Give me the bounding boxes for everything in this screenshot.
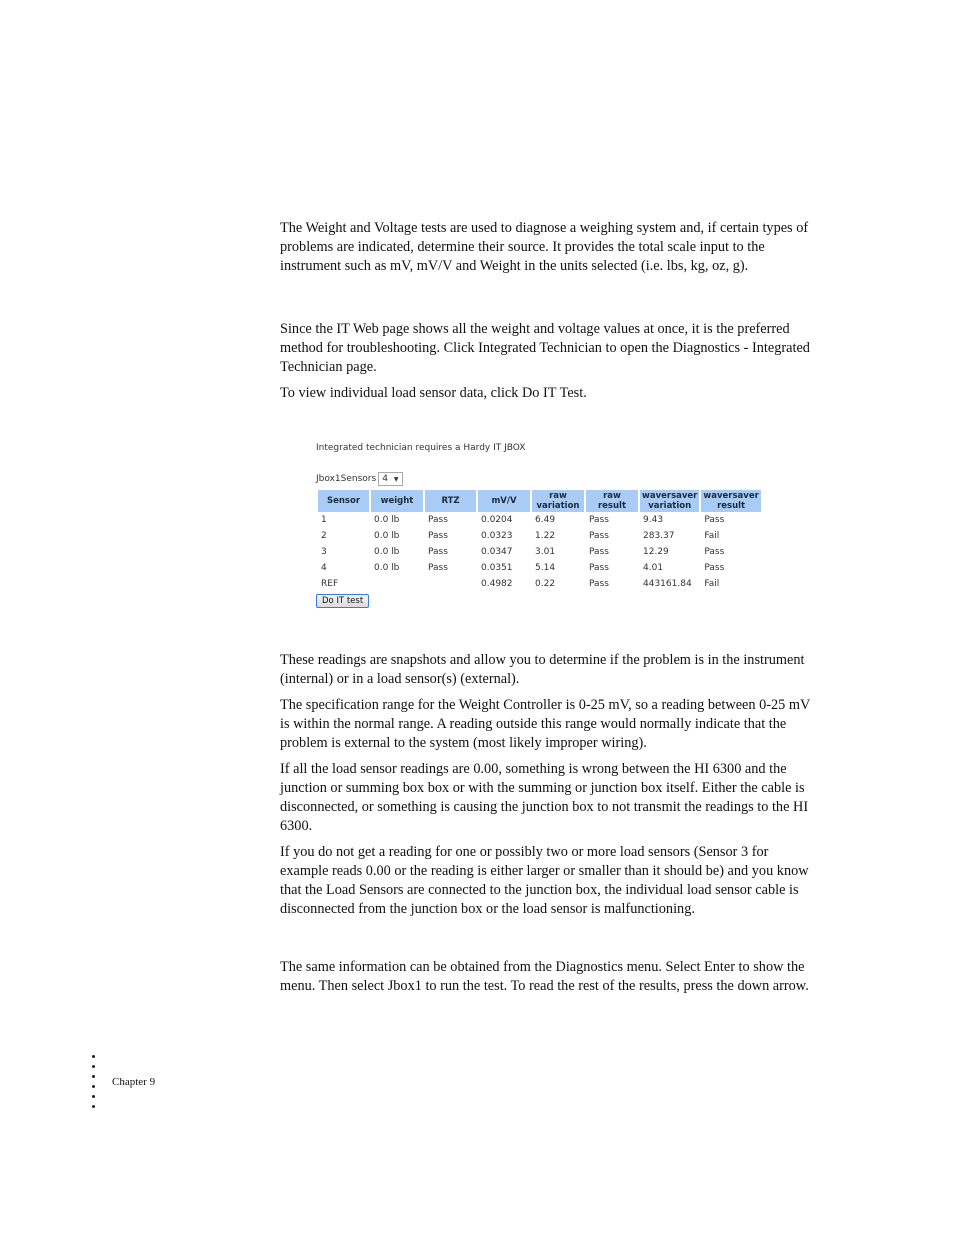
table-cell: 12.29 [643, 547, 669, 557]
table-cell: 4 [321, 563, 327, 573]
do-it-test-button[interactable]: Do IT test [316, 594, 369, 608]
table-cell: Pass [589, 579, 609, 589]
paragraph-missing-sensor-reading: If you do not get a reading for one or possibly two or more load sensors (Sensor 3 for example reads 0.00 or the reading is either larger or smaller than it should be) and you know that the Load Sensors are connected to the junction box, the individual load sensor cable is disconnected from the junction box or the load sensor is malfunctioning. [280, 844, 809, 917]
footer-dots-decoration [92, 1055, 98, 1115]
column-header: RTZ [425, 490, 476, 512]
sensor-results-table [316, 490, 763, 592]
table-row [318, 512, 761, 528]
table-cell: Pass [589, 531, 609, 541]
table-cell: 1.22 [535, 531, 556, 541]
jbox-sensors-select[interactable] [378, 472, 402, 486]
column-header: Sensor [318, 490, 369, 512]
jbox-notice: Integrated technician requires a Hardy IT JBOX [316, 443, 526, 453]
table-cell: 0.0347 [481, 547, 513, 557]
table-cell: 0.0 lb [374, 547, 400, 557]
table-cell: Pass [589, 563, 609, 573]
table-cell: 6.49 [535, 515, 556, 525]
table-row [318, 544, 761, 560]
table-cell: Pass [428, 547, 448, 557]
table-cell: Pass [704, 563, 725, 573]
table-row [318, 576, 761, 592]
table-cell: Pass [589, 547, 609, 557]
paragraph-view-sensor-data: To view individual load sensor data, click Do IT Test. [280, 385, 587, 401]
table-cell: Pass [428, 563, 448, 573]
paragraph-diagnostics-menu: The same information can be obtained from the Diagnostics menu. Select Enter to show the menu. Then select Jbox1 to run the test. To read the rest of the results, press the down arrow. [280, 959, 809, 994]
table-cell: Pass [589, 515, 609, 525]
table-cell [371, 576, 423, 592]
table-cell: 5.14 [535, 563, 556, 573]
column-header: mV/V [478, 490, 530, 512]
table-cell: Pass [704, 547, 725, 557]
table-row [318, 528, 761, 544]
table-cell: 0.0 lb [374, 563, 400, 573]
paragraph-weight-voltage-intro: The Weight and Voltage tests are used to diagnose a weighing system and, if certain types of problems are indicated, determine their source. It provides the total scale input to the instrument such as mV, mV/V and Weight in the units selected (i.e. lbs, kg, oz, g). [280, 220, 809, 274]
column-header: waversaver variation [642, 491, 698, 511]
table-cell: 443161.84 [643, 579, 692, 589]
table-cell: 0.0 lb [374, 531, 400, 541]
table-cell: 0.0 lb [374, 515, 400, 525]
column-header: weight [371, 490, 423, 512]
chevron-down-icon: ▼ [393, 475, 399, 483]
table-cell: 3.01 [535, 547, 556, 557]
integrated-technician-screenshot [314, 443, 764, 613]
paragraph-readings-snapshots: These readings are snapshots and allow you to determine if the problem is in the instrument (internal) or in a load sensor(s) (external). [280, 652, 805, 687]
jbox-sensors-label: Jbox1Sensors [316, 474, 377, 484]
table-cell: 0.0204 [481, 515, 513, 525]
table-cell: 2 [321, 531, 327, 541]
table-cell: 0.22 [535, 579, 556, 589]
table-cell: 0.0323 [481, 531, 513, 541]
table-cell: 3 [321, 547, 327, 557]
table-cell: 9.43 [643, 515, 664, 525]
table-cell: Fail [704, 579, 720, 589]
column-header: raw result [586, 490, 638, 512]
jbox-sensors-row [316, 472, 403, 486]
table-cell: 0.4982 [481, 579, 513, 589]
paragraph-specification-range: The specification range for the Weight Controller is 0-25 mV, so a reading between 0-25 mV is within the normal range. A reading outside this range would normally indicate that the problem is external to the system (most likely improper wiring). [280, 697, 811, 751]
table-row [318, 560, 761, 576]
chapter-footer: Chapter 9 [112, 1076, 156, 1088]
table-cell: 1 [321, 515, 327, 525]
column-header: waversaver result [703, 491, 759, 511]
table-cell: REF [321, 579, 339, 589]
column-header: raw variation [532, 490, 584, 512]
table-cell: 4.01 [643, 563, 664, 573]
table-cell [425, 576, 476, 592]
paragraph-all-readings-zero: If all the load sensor readings are 0.00, something is wrong between the HI 6300 and the junction or summing box box or with the summing or junction box itself. Either the cable is disconnected, or something is causing the junction box to not transmit the readings to the HI 6300. [280, 761, 809, 834]
table-cell: Pass [704, 515, 725, 525]
paragraph-it-web-page: Since the IT Web page shows all the weight and voltage values at once, it is the preferred method for troubleshooting. Click Integrated Technician to open the Diagnostics - Integrated Technician page. [280, 321, 810, 375]
table-cell: Pass [428, 515, 448, 525]
table-cell: 283.37 [643, 531, 675, 541]
table-cell: Pass [428, 531, 448, 541]
jbox-sensors-value: 4 [382, 474, 388, 484]
table-cell: 0.0351 [481, 563, 513, 573]
table-header-row [318, 490, 761, 512]
table-cell: Fail [704, 531, 720, 541]
